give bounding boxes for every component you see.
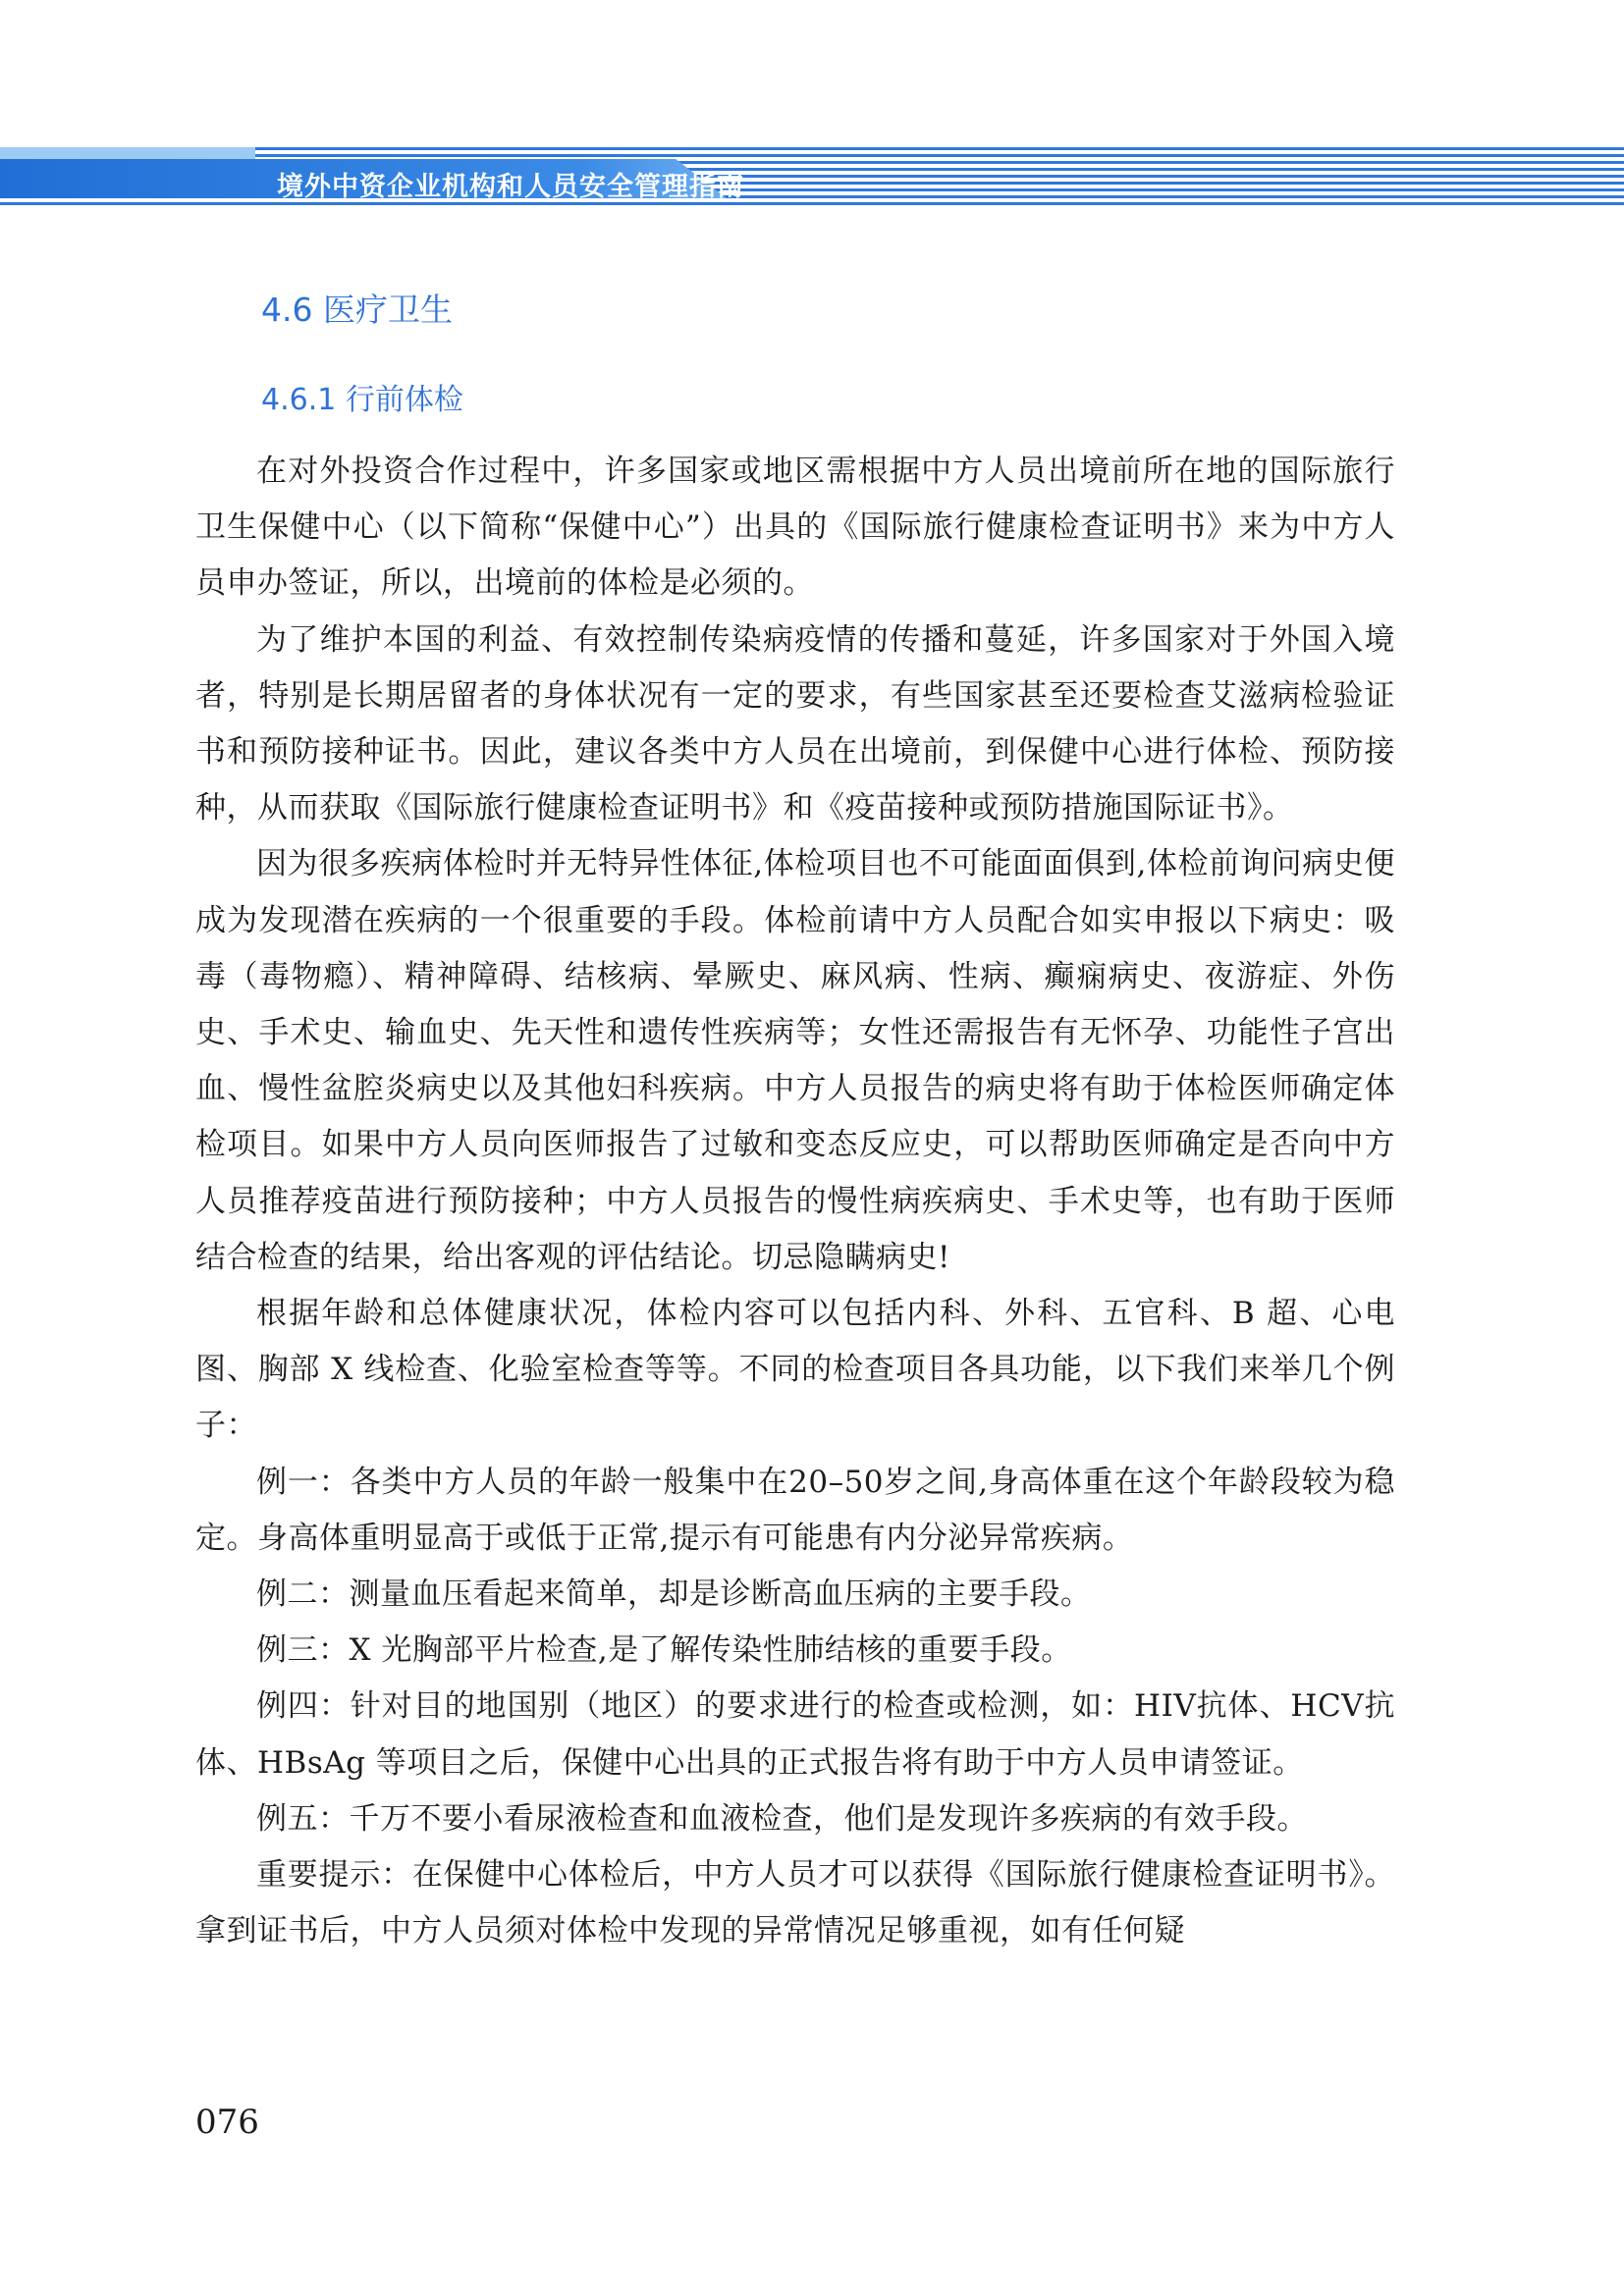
paragraph: 因为很多疾病体检时并无特异性体征,体检项目也不可能面面俱到,体检前询问病史便成为发现潜在疾病的一个很重要的手段。体检前请中方人员配合如实申报以下病史：吸毒（毒物瘾）、精神障碍、结核病、晕厥史、麻风病、性病、癫痫病史、夜游症、外伤史、手术史、输血史、先天性和遗传性疾病等；女性还需报告有无怀孕、功能性子宫出血、慢性盆腔炎病史以及其他妇科疾病。中方人员报告的病史将有助于体检医师确定体检项目。如果中方人员向医师报告了过敏和变态反应史，可以帮助医师确定是否向中方人员推荐疫苗进行预防接种；中方人员报告的慢性病疾病史、手术史等，也有助于医师结合检查的结果，给出客观的评估结论。切忌隐瞒病史! (195, 846, 1395, 1275)
paragraph: 例三：X 光胸部平片检查,是了解传染性肺结核的重要手段。 (256, 1632, 1072, 1669)
running-header (0, 147, 1624, 206)
paragraph: 根据年龄和总体健康状况，体检内容可以包括内科、外科、五官科、B 超、心电图、胸部 X 线检查、化验室检查等等。不同的检查项目各具功能，以下我们来举几个例子： (195, 1296, 1395, 1444)
body-text (195, 444, 1395, 1959)
subsection-title: 4.6.1 行前体检 (261, 383, 463, 417)
paragraph: 重要提示：在保健中心体检后，中方人员才可以获得《国际旅行健康检查证明书》。拿到证书后，中方人员须对体检中发现的异常情况足够重视，如有任何疑 (195, 1857, 1395, 1949)
paragraph: 在对外投资合作过程中，许多国家或地区需根据中方人员出境前所在地的国际旅行卫生保健中心（以下简称“保健中心”）出具的《国际旅行健康检查证明书》来为中方人员申办签证，所以，出境前的体检是必须的。 (195, 454, 1395, 602)
paragraph: 为了维护本国的利益、有效控制传染病疫情的传播和蔓延，许多国家对于外国入境者，特别是长期居留者的身体状况有一定的要求，有些国家甚至还要检查艾滋病检验证书和预防接种证书。因此，建议各类中方人员在出境前，到保健中心进行体检、预防接种，从而获取《国际旅行健康检查证明书》和《疫苗接种或预防措施国际证书》。 (195, 621, 1395, 827)
paragraph: 例四：针对目的地国别（地区）的要求进行的检查或检测，如：HIV抗体、HCV抗体、HBsAg 等项目之后，保健中心出具的正式报告将有助于中方人员申请签证。 (195, 1688, 1395, 1781)
paragraph: 例二：测量血压看起来简单，却是诊断高血压病的主要手段。 (256, 1576, 1092, 1613)
paragraph: 例一：各类中方人员的年龄一般集中在20–50岁之间,身高体重在这个年龄段较为稳定。身高体重明显高于或低于正常,提示有可能患有内分泌异常疾病。 (195, 1464, 1395, 1556)
section-title: 4.6 医疗卫生 (261, 291, 453, 329)
page-number: 076 (195, 2103, 259, 2142)
header-accent-bar (0, 147, 255, 159)
paragraph: 例五：千万不要小看尿液检查和血液检查，他们是发现许多疾病的有效手段。 (256, 1800, 1308, 1837)
running-header-title: 境外中资企业机构和人员安全管理指南 (277, 172, 744, 202)
